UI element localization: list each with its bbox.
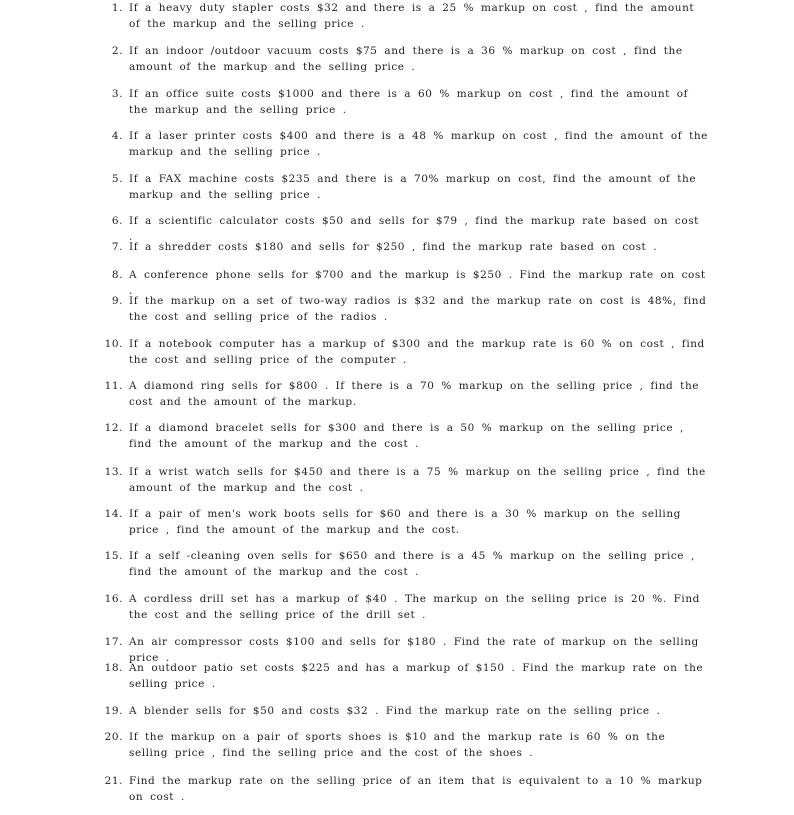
problem-text: If an office suite costs $1000 and there is a 60 % markup on cost , find the amount of the markup and the selling price . xyxy=(129,88,689,116)
problem-text: If a laser printer costs $400 and there is a 48 % markup on cost , find the amount of the markup and the selling price . xyxy=(129,130,708,158)
problem-text: If a heavy duty stapler costs $32 and there is a 25 % markup on cost , find the amount of the markup and the selling price . xyxy=(129,2,695,30)
problem-text: A conference phone sells for $700 and the markup is $250 . Find the markup rate on cost . xyxy=(129,269,706,297)
problem-text: An outdoor patio set costs $225 and has a markup of $150 . Find the markup rate on the selling price . xyxy=(129,662,704,690)
problem-text: Find the markup rate on the selling price of an item that is equivalent to a 10 % markup on cost . xyxy=(129,775,703,803)
problem-text: If a scientific calculator costs $50 and sells for $79 , find the markup rate based on cost . xyxy=(129,215,699,243)
problem-text: If a notebook computer has a markup of $300 and the markup rate is 60 % on cost , find the cost and selling price of the computer . xyxy=(129,338,705,366)
problem-number: 14. xyxy=(104,508,123,520)
problem-number: 13. xyxy=(104,466,123,478)
problem-number: 10. xyxy=(104,338,123,350)
problem-text: If a diamond bracelet sells for $300 and there is a 50 % markup on the selling price , find the amount of the markup and the cost . xyxy=(129,422,684,450)
problem-text: If a shredder costs $180 and sells for $250 , find the markup rate based on cost . xyxy=(129,241,658,253)
problem-number: 21. xyxy=(104,775,123,787)
problem-number: 19. xyxy=(104,705,123,717)
problem-number: 7. xyxy=(111,241,123,253)
problem-text: If an indoor /outdoor vacuum costs $75 and there is a 36 % markup on cost , find the amount of the markup and the selling price . xyxy=(129,45,683,73)
problem-text: If a pair of men's work boots sells for $60 and there is a 30 % markup on the selling price , find the amount of the markup and the cost. xyxy=(129,508,681,536)
problem-number: 1. xyxy=(111,2,123,14)
problem-text: A diamond ring sells for $800 . If there is a 70 % markup on the selling price , find the cost and the amount of the markup. xyxy=(129,380,700,408)
problem-number: 8. xyxy=(111,269,123,281)
problem-number: 4. xyxy=(111,130,123,142)
problem-number: 3. xyxy=(111,88,123,100)
problem-text: If a self -cleaning oven sells for $650 and there is a 45 % markup on the selling price , find the amount of the markup and the cost . xyxy=(129,550,695,578)
problem-number: 17. xyxy=(104,636,123,648)
problem-number: 6. xyxy=(111,215,123,227)
problem-text: An air compressor costs $100 and sells for $180 . Find the rate of markup on the selling price . xyxy=(129,636,699,664)
problem-number: 9. xyxy=(111,295,123,307)
problem-number: 12. xyxy=(104,422,123,434)
problem-number: 11. xyxy=(104,380,123,392)
problem-number: 18. xyxy=(104,662,123,674)
problem-number: 5. xyxy=(111,173,123,185)
problem-text: If the markup on a set of two-way radios is $32 and the markup rate on cost is 48%, find the cost and selling price of the radios . xyxy=(129,295,707,323)
problem-number: 16. xyxy=(104,593,123,605)
problem-text: If a wrist watch sells for $450 and there is a 75 % markup on the selling price , find the amount of the markup and the cost . xyxy=(129,466,706,494)
problem-text: If a FAX machine costs $235 and there is a 70% markup on cost, find the amount of the markup and the selling price . xyxy=(129,173,697,201)
problem-number: 20. xyxy=(104,731,123,743)
problem-text: A blender sells for $50 and costs $32 . Find the markup rate on the selling price . xyxy=(129,705,661,717)
problem-text: A cordless drill set has a markup of $40 . The markup on the selling price is 20 %. Find the cost and the selling price of the drill set . xyxy=(129,593,700,621)
problem-number: 15. xyxy=(104,550,123,562)
problem-number: 2. xyxy=(111,45,123,57)
problem-text: If the markup on a pair of sports shoes is $10 and the markup rate is 60 % on the selling price , find the selling price and the cost of the shoes . xyxy=(129,731,666,759)
